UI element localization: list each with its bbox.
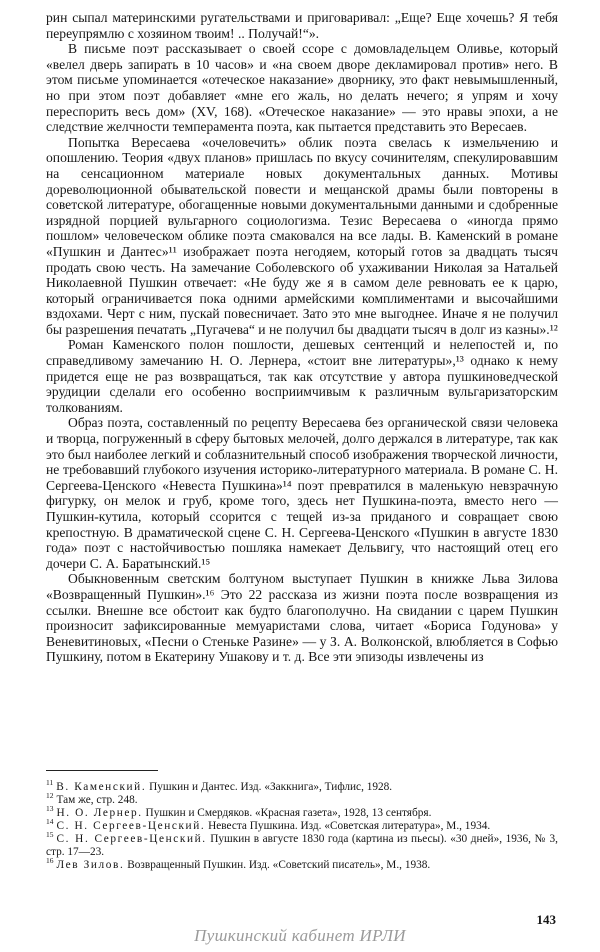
footnote (46, 804, 558, 820)
paragraph: рин сыпал материнскими ругательствами и приговаривал: „Еще? Еще хочешь? Я тебя переупрямлю с хозяином твоим! .. Получай!“». (46, 10, 558, 41)
paragraph: В письме поэт рассказывает о своей ссоре с домовладельцем Оливье, который «велел дверь запирать в 10 часов» и «на своем дворе декламировал против» него. В этом письме упоминается «отеческое наказание» дворнику, это факт невымышленный, но при этом поэт добавляет «мне его жаль, но делать нечего; я упрям и хочу переспорить весь дом» (XV, 168). «Отеческое наказание» — это нравы эпохи, а не следствие желчности темперамента поэта, как пытается представить это Вересаев. (46, 41, 558, 135)
footnote-divider (46, 770, 158, 771)
paragraph: Обыкновенным светским болтуном выступает Пушкин в книжке Льва Зилова «Возвращенный Пушкин».¹⁶ Это 22 рассказа из жизни поэта после возвращения из ссылки. Внешне все обстоит как будто благополучно. На свидании с царем Пушкин произносит зафиксированные мемуаристами слова, читает «Бориса Годунова» у Веневитиновых, «Песни о Стеньке Разине» — у З. А. Волконской, влюбляется в Софью Пушкину, потом в Екатерину Ушакову и т. д. Все эти эпизоды извлечены из (46, 571, 558, 665)
footnote-number: 13 (46, 804, 54, 814)
footnote-number: 16 (46, 856, 54, 866)
footnote-text: Пушкин в августе 1830 года (картина из пьесы). «30 дней», 1936, № 3, стр. 17—23. (46, 833, 558, 858)
library-watermark: Пушкинский кабинет ИРЛИ (194, 926, 406, 945)
footnote-number: 14 (46, 817, 54, 827)
footnote-author: С. Н. Сергеев-Ценский. (56, 820, 206, 832)
footnote-text: Возвращенный Пушкин. Изд. «Советский писатель», М., 1938. (127, 859, 431, 871)
paragraph: Образ поэта, составленный по рецепту Вересаева без органической связи человека и творца, погруженный в сферу бытовых мелочей, долго держался в литературе, так как это был наиболее легкий и соблазнительный способ изображения творческой личности, не требовавший глубокого изучения историко-литературного материала. В романе С. Н. Сергеева-Ценского «Невеста Пушкина»¹⁴ поэт превратился в маленькую невзрачную фигурку, он мелок и груб, кроме того, здесь нет Пушкина-поэта, вместо него — Пушкин-кутила, который ссорится с тещей из-за приданого и совращает свою крепостную. В драматической сцене С. Н. Сергеева-Ценского «Пушкин в августе 1830 года» поэт с настойчивостью пошляка намекает Дельвигу, что настоящий отец его дочери С. А. Баратынский.¹⁵ (46, 415, 558, 571)
paragraph: Попытка Вересаева «очеловечить» облик поэта свелась к измельчению и опошлению. Теория «двух планов» пришлась по вкусу сочинителям, спекулировавшим на сенсационном материале новых документальных данных. Мотивы дореволюционной обывательской повести и мещанской драмы были повторены в советской литературе, обогащенные новыми документальными данными и сдобренные изрядной порцией вульгарного социологизма. Тезис Вересаева о «иногда прямо пошлом» человеческом облике поэта смаковался на все лады. В. Каменский в романе «Пушкин и Дантес»¹¹ изображает поэта негодяем, который готов за двадцать тысяч продать свою честь. На замечание Соболевского об ухаживании Николая за Натальей Николаевной Пушкин отвечает: «Не буду же я в самом деле ревновать ее к царю, который ограничивается пока одними армейскими комплиментами и высочайшими вздохами. Черт с ним, пускай повесничает. Зато это мне выгоднее. Иначе я не получил бы разрешения печатать „Пугачева“ и не получил бы двадцати тысяч в долг из казны».¹² (46, 134, 558, 337)
footnote-author: В. Каменский. (56, 781, 147, 793)
footnote-author: Лев Зилов. (56, 859, 125, 871)
footnote (46, 830, 558, 859)
footnote-text: Пушкин и Дантес. Изд. «Заккнига», Тифлис, 1928. (149, 781, 393, 793)
footnote (46, 791, 558, 807)
footnote (46, 856, 558, 872)
footnote (46, 817, 558, 833)
footnote-text: Пушкин и Смердяков. «Красная газета», 1928, 13 сентября. (145, 807, 432, 819)
footnotes (46, 778, 558, 872)
footnote-number: 12 (46, 791, 54, 801)
footnote-author: Н. О. Лернер. (56, 807, 143, 819)
paragraph: Роман Каменского полон пошлости, дешевых сентенций и нелепостей и, по справедливому замечанию Н. О. Лернера, «стоит вне литературы»,¹³ однако к нему придется еще не раз возвращаться, так как отсутствие у автора пушкиноведческой эрудиции сделали его особенно восприимчивым к различным вульгаризаторским толкованиям. (46, 337, 558, 415)
footnote-text: Там же, стр. 248. (56, 794, 138, 806)
footnote-number: 11 (46, 778, 54, 788)
footnote-text: Невеста Пушкина. Изд. «Советская литература», М., 1934. (208, 820, 491, 832)
footnote-number: 15 (46, 830, 54, 840)
main-text (46, 10, 558, 665)
footnote-author: С. Н. Сергеев-Ценский. (56, 833, 207, 845)
footnote (46, 778, 558, 794)
page-number: 143 (536, 912, 556, 927)
